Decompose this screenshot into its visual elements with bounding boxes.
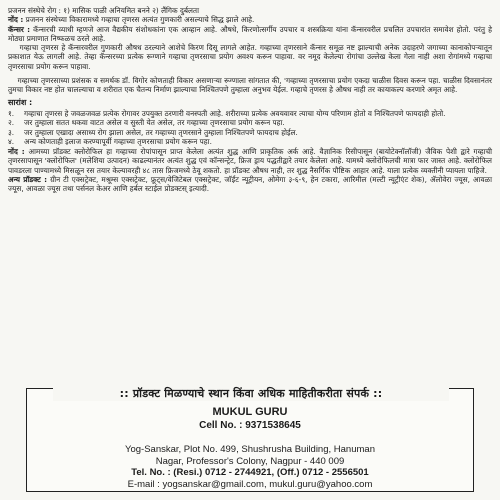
paragraph bbox=[8, 76, 492, 95]
contact-name: MUKUL GURU bbox=[212, 406, 288, 418]
paragraph bbox=[8, 147, 492, 175]
list-item bbox=[8, 128, 492, 138]
list-item-number: ३. bbox=[8, 127, 15, 137]
list-item-text: जर तुम्हाला एखादा असाध्य रोग झाला असेल, तर गव्हाच्या तृणरसाने तुम्हाला निश्चितपणे फायदाच होईल. bbox=[24, 127, 298, 137]
paragraph bbox=[8, 6, 492, 15]
contact-email: E-mail : yogsanskar@gmail.com, mukul.guru@yahoo.com bbox=[127, 478, 373, 490]
paragraph-text: ग्रीन टी एक्सट्रेक्ट, मश्रूम्स एक्सट्रेक्ट, फ्रूट्स/वेजिटेबल एक्सट्रेक्ट, जॉईंट न्यूट्रीयन, ओमेगा ३-६-९, हेन टकारा, आरिमील (मल्टी न्यूट्रीएंट शेक), ॲलोवेरा ज्यूस, आवळा ज्यूस, आवळा ज्यूस तथा पर्सनल केअर आणि हर्बल स्टाईल प्रोडक्टस् इत्यादी. bbox=[8, 174, 492, 194]
paragraph bbox=[8, 25, 492, 44]
list-item-text: जर तुम्हाला सतत थकवा वाटत असेल व सुस्ती येत असेल, तर गव्हाच्या तृणरसाचा प्रयोग करून पहा. bbox=[24, 118, 285, 128]
paragraph-text: आमच्या प्रॉडक्ट क्लोरोफिल हा गव्हाच्या रोपांपासून प्राप्त केलेला अत्यंत शुद्ध आणि प्राकृतिक अर्क आहे. वैज्ञानिक रिसीपासून (बायोटेक्नॉलॉजी) जैविक पेशी द्वारे गव्हाची तृणरसापासून 'क्लोरोफिल' (मलेशिया उत्पादन) काढल्यानंतर अत्यंत शुद्ध एवं कॉन्सन्ट्रेट, फ्रिज ड्राय पद्धतीद्वारे तयार केलेला आहे. यामध्ये क्लोरोफिलची मात्रा फार जास्त आहे. क्लोरोफिल पावडरला पाण्यामध्ये मिसळून रस तयार केल्यावरही ४८ तास फ्रिजमध्ये ठेवू शकतो. हा प्रॉडक्ट औषध नाही, तर शुद्ध नैसर्गिक पौष्टिक आहार आहे. याला प्रत्येक व्यक्तीनी प्यायला पाहिजे. bbox=[8, 147, 492, 175]
paragraph-label: कॅन्सर : bbox=[8, 24, 31, 34]
address-line: Nagar, Professor's Colony, Nagpur - 440 009 bbox=[155, 455, 345, 467]
list-item-text: गव्हाचा तृणरस हे जवळजवळ प्रत्येक रोगावर उपयुक्त ठरणारी वनस्पती आहे. शरीराच्या प्रत्येक अवयवावर त्याचा योग्य परिणाम होतो व निश्चितपणे फायदाही होतो. bbox=[24, 108, 446, 118]
list-item-number: ४. bbox=[8, 137, 15, 147]
paragraph-label: अन्य प्रॉडक्ट : bbox=[8, 174, 48, 184]
address-line: Yog-Sanskar, Plot No. 499, Shushrusha Building, Hanuman bbox=[125, 444, 375, 455]
list-item-text: अन्य कोणताही इलाज करण्यापूर्वी गव्हाच्या तृणरसाचा प्रयोग करून पहा. bbox=[24, 137, 212, 147]
paragraph bbox=[8, 15, 492, 24]
contact-box bbox=[26, 388, 474, 492]
paragraph-text: प्रजनन संस्थेच्या विकारामध्ये गव्हाचा तृणरस अत्यंत गुणकारी असल्याचे सिद्ध झाले आहे. bbox=[25, 15, 255, 25]
paragraph-label: नोंद : bbox=[8, 15, 24, 25]
list-item-number: २. bbox=[8, 118, 15, 128]
paragraph-text: प्रजनन संस्थेचे रोग : १) मासिक पाळी अनियमित बनने २) लैंगिक दुर्बलता bbox=[8, 6, 199, 15]
contact-heading: :: प्रॉडक्ट मिळण्याचे स्थान किंवा अधिक माहितीकरीता संपर्क :: bbox=[53, 386, 449, 401]
paragraph-text: गव्हाच्या तृणरसाच्या प्रशंसक व समर्थक डॉ. विगोर कोणताही विकार असणाऱ्या रूग्णाला सांगतात की, 'गव्हाच्या तृणरसाचा प्रयोग एकदा चाळीस दिवस करून पहा. चाळीस दिवसानंतर तुमचा विकार नष्ट होत चालल्याचा व शरीरात एक चैतन्य निर्माण झाल्याचा निश्चितपणे तुम्हाला अनुभव येईल. गव्हाचे तृणरस हे औषध नाही तर कायाकल्प करणारे अमृत आहे. bbox=[8, 76, 492, 95]
contact-cell: Cell No. : 9371538645 bbox=[199, 420, 301, 431]
list-item bbox=[8, 137, 492, 147]
list-item bbox=[8, 109, 492, 119]
paragraph-label: नोंद : bbox=[8, 147, 25, 157]
paragraph-text: गव्हाचा तृणरस हे कॅन्सरवरील गुणकारी औषध ठरल्याने आशेचे किरण दिसू लागले आहेत. गव्हाच्या तृणरसाने कॅन्सर समूळ नष्ट झाल्याची अनेक उदाहरणे जगाच्या कानाकोपऱ्यातून प्रकाशात येऊ लागली आहे. तेव्हा कॅन्सरच्या प्रत्येक रूग्णाने गव्हाचा तृणरसाचा प्रयोग अवश्य करून पाहावा. वर नमूद केलेल्या रोगांचा उल्लेख केला गेला नाही अशा रोगांमध्ये गव्हाचा तृणरसाचा प्रयोग करून पाहावा. bbox=[8, 43, 492, 71]
top-section bbox=[8, 6, 492, 95]
paragraph-text: कॅन्सरची व्याधी म्हणजे आज वैद्यकीय संशोधकांना एक आव्हान आहे. औषधे, किरणोत्सर्गीय उपचार व शस्त्रक्रिया यांना कॅन्सरवरील प्रचलित उपचारांत समावेश होतो. परंतु हे मोठ्या प्रमाणात निष्फळच ठरले आहे. bbox=[8, 24, 492, 43]
paragraph bbox=[8, 175, 492, 194]
summary-heading: सारांश : bbox=[8, 97, 33, 107]
bottom-section bbox=[8, 147, 492, 193]
list-item-number: १. bbox=[8, 108, 15, 118]
paragraph bbox=[8, 43, 492, 71]
contact-address bbox=[37, 444, 463, 490]
contact-tel: Tel. No. : (Resi.) 0712 - 2744921, (Off.) 0712 - 2556501 bbox=[131, 467, 369, 478]
summary-list bbox=[8, 109, 492, 147]
list-item bbox=[8, 118, 492, 128]
